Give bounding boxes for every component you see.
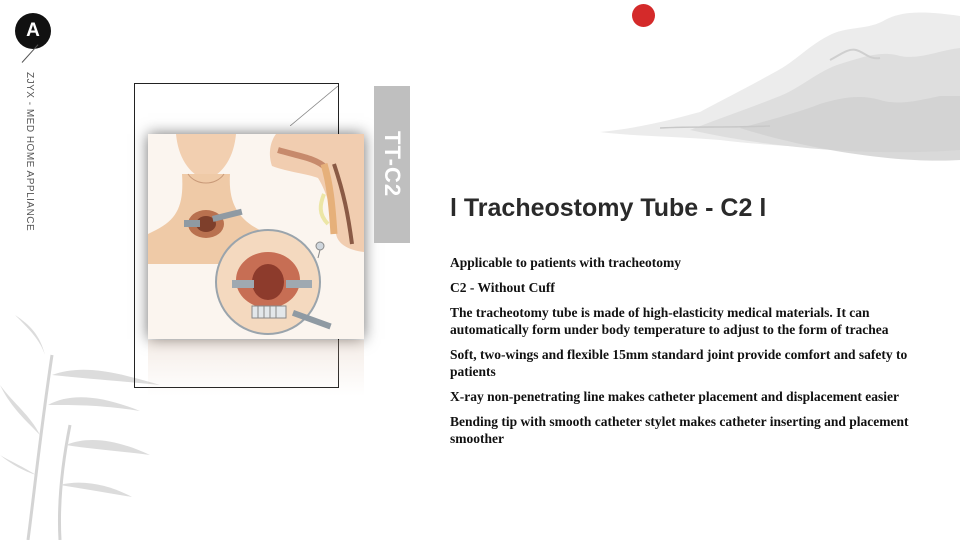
product-code-label: TT-C2	[380, 131, 405, 198]
product-code-tag	[374, 86, 410, 243]
feature-item: C2 - Without Cuff	[450, 280, 555, 295]
mountain-landscape-decoration	[600, 0, 960, 180]
brand-vertical-text: ZJYX - MED HOME APPLIANCE	[24, 72, 35, 232]
product-title: l Tracheostomy Tube - C2 l	[450, 194, 767, 222]
image-reflection	[148, 340, 364, 410]
frame-diagonal-line	[290, 86, 338, 126]
feature-list	[450, 254, 940, 455]
logo-letter: A	[26, 20, 40, 41]
feature-item: Bending tip with smooth catheter stylet makes catheter inserting and placement smoother	[450, 414, 909, 446]
feature-item: The tracheotomy tube is made of high-elasticity medical materials. It can automatically form under body temperature to adjust to the form of trachea	[450, 305, 889, 337]
feature-item: Applicable to patients with tracheotomy	[450, 255, 681, 270]
product-image	[148, 134, 364, 339]
feature-item: X-ray non-penetrating line makes catheter placement and displacement easier	[450, 389, 899, 404]
tracheostomy-illustration-icon	[148, 134, 364, 339]
feature-item: Soft, two-wings and flexible 15mm standard joint provide comfort and safety to patients	[450, 347, 908, 379]
brand-logo	[15, 13, 51, 49]
